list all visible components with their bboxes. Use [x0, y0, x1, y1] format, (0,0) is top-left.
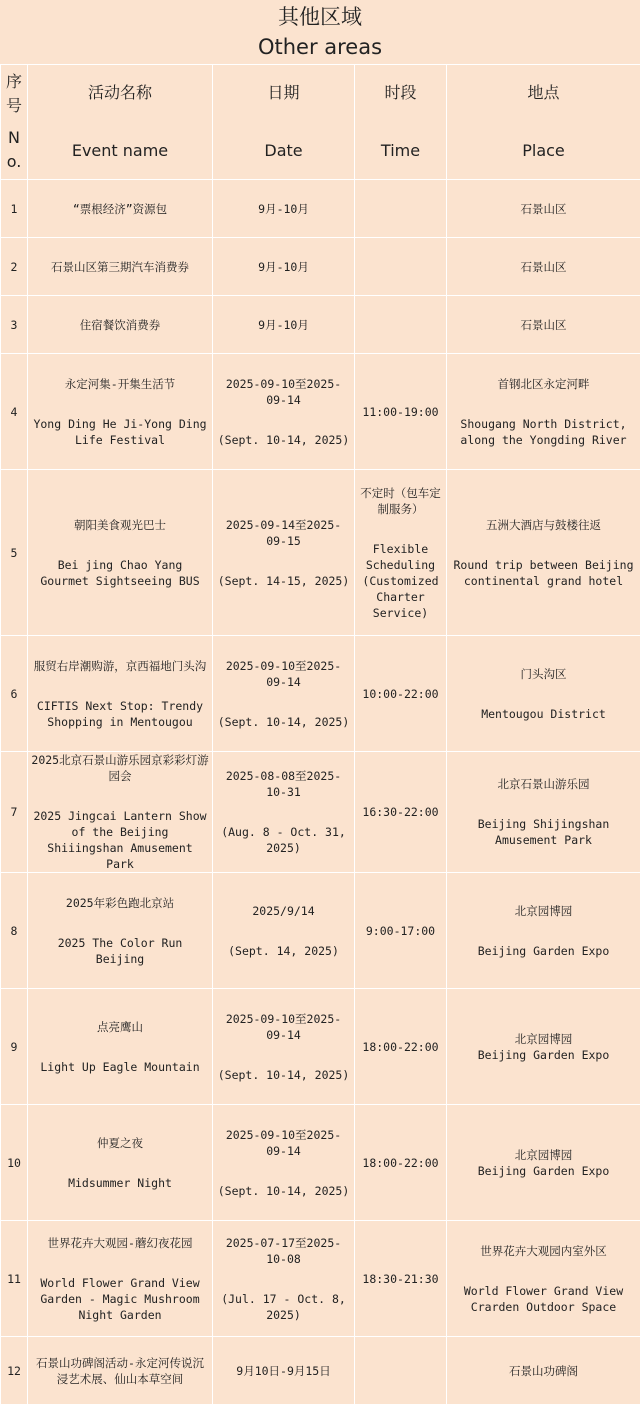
event-name-zh: 朝阳美食观光巴士: [31, 517, 209, 533]
cell-place: [447, 296, 640, 354]
place-en: Mentougou District: [450, 706, 637, 722]
cell-place: [447, 873, 640, 989]
header-date-zh: 日期: [213, 82, 354, 104]
cell-time: [355, 989, 447, 1105]
event-name-en: Light Up Eagle Mountain: [31, 1059, 209, 1075]
cell-place: [447, 470, 640, 636]
event-name-en: 2025 Jingcai Lantern Show of the Beijing Shiiingshan Amusement Park: [31, 808, 209, 872]
cell-place: [447, 1337, 640, 1405]
date-zh: 2025-08-08至2025-10-31: [216, 768, 351, 800]
header-no: [1, 65, 28, 180]
cell-event: [28, 296, 213, 354]
cell-event: [28, 1221, 213, 1337]
date-zh: 9月-10月: [216, 259, 351, 275]
time-value: 16:30-22:00: [358, 804, 443, 820]
time-value: 10:00-22:00: [358, 686, 443, 702]
cell-time: [355, 354, 447, 470]
cell-no: [1, 1337, 28, 1405]
row-number: 1: [4, 201, 24, 217]
date-en: (Sept. 14, 2025): [216, 943, 351, 959]
event-name-zh: 2025年彩色跑北京站: [31, 895, 209, 911]
cell-time: [355, 238, 447, 296]
cell-time: [355, 180, 447, 238]
place-zh: 门头沟区: [450, 666, 637, 682]
event-name-zh: 石景山功碑阁活动-永定河传说沉浸艺术展、仙山本草空间: [31, 1355, 209, 1387]
row-number: 4: [4, 404, 24, 420]
date-zh: 2025/9/14: [216, 903, 351, 919]
cell-event: [28, 238, 213, 296]
cell-time: [355, 873, 447, 989]
row-number: 3: [4, 317, 24, 333]
row-number: 5: [4, 545, 24, 561]
date-en: (Sept. 10-14, 2025): [216, 1183, 351, 1199]
cell-date: [213, 989, 355, 1105]
event-name-zh: 永定河集-开集生活节: [31, 376, 209, 392]
place-en: Round trip between Beijing continental grand hotel: [450, 557, 637, 589]
date-en: (Sept. 10-14, 2025): [216, 1067, 351, 1083]
cell-time: [355, 1105, 447, 1221]
cell-event: [28, 989, 213, 1105]
cell-place: [447, 1105, 640, 1221]
table-row: [1, 1105, 640, 1221]
cell-event: [28, 636, 213, 752]
event-name-zh: 世界花卉大观园-蘑幻夜花园: [31, 1235, 209, 1251]
cell-no: [1, 636, 28, 752]
event-name-en: 2025 The Color Run Beijing: [31, 935, 209, 967]
event-name-zh: 服贸右岸潮购游，京西福地门头沟: [31, 658, 209, 674]
place-en: Beijing Garden Expo: [450, 943, 637, 959]
event-name-zh: 2025北京石景山游乐园京彩彩灯游园会: [31, 752, 209, 784]
header-no-zh2: 号: [1, 94, 27, 118]
cell-date: [213, 1337, 355, 1405]
table-row: [1, 873, 640, 989]
date-en: (Sept. 10-14, 2025): [216, 432, 351, 448]
date-zh: 2025-09-14至2025-09-15: [216, 517, 351, 549]
place-zh: 首钢北区永定河畔: [450, 376, 637, 392]
header-no-zh1: 序: [1, 70, 27, 94]
header-place-en: Place: [447, 140, 640, 162]
event-name-en: Yong Ding He Ji-Yong Ding Life Festival: [31, 416, 209, 448]
row-number: 8: [4, 923, 24, 939]
header-no-en1: N: [1, 126, 27, 150]
cell-date: [213, 238, 355, 296]
cell-date: [213, 636, 355, 752]
event-name-zh: 仲夏之夜: [31, 1135, 209, 1151]
table-row: [1, 752, 640, 873]
event-name-en: CIFTIS Next Stop: Trendy Shopping in Mentougou: [31, 698, 209, 730]
cell-event: [28, 873, 213, 989]
event-name-zh: 点亮鹰山: [31, 1019, 209, 1035]
time-value: 18:30-21:30: [358, 1271, 443, 1287]
header-time: [355, 65, 447, 180]
date-zh: 2025-09-10至2025-09-14: [216, 376, 351, 408]
cell-time: [355, 752, 447, 873]
cell-date: [213, 180, 355, 238]
place-en: World Flower Grand View Crarden Outdoor Space: [450, 1283, 637, 1315]
row-number: 7: [4, 804, 24, 820]
place-zh: 北京石景山游乐园: [450, 776, 637, 792]
cell-event: [28, 1337, 213, 1405]
time-value: 18:00-22:00: [358, 1039, 443, 1055]
table-header-row: [1, 65, 640, 180]
time-en: Flexible Scheduling (Customized Charter Service): [358, 541, 443, 621]
cell-date: [213, 752, 355, 873]
table-row: [1, 1221, 640, 1337]
place-zh: 北京园博园: [450, 1147, 637, 1163]
cell-date: [213, 296, 355, 354]
cell-no: [1, 470, 28, 636]
place-en: Beijing Garden Expo: [450, 1047, 637, 1063]
date-zh: 9月10日-9月15日: [216, 1363, 351, 1379]
cell-event: [28, 1105, 213, 1221]
row-number: 10: [4, 1155, 24, 1171]
header-no-en2: o.: [1, 150, 27, 174]
date-zh: 2025-09-10至2025-09-14: [216, 658, 351, 690]
place-en: Beijing Shijingshan Amusement Park: [450, 816, 637, 848]
cell-no: [1, 752, 28, 873]
cell-event: [28, 354, 213, 470]
place-zh: 五洲大酒店与鼓楼往返: [450, 517, 637, 533]
table-row: [1, 180, 640, 238]
time-value: 9:00-17:00: [358, 923, 443, 939]
event-name-en: Bei jing Chao Yang Gourmet Sightseeing BUS: [31, 557, 209, 589]
table-row: [1, 296, 640, 354]
header-time-en: Time: [355, 140, 446, 162]
cell-no: [1, 180, 28, 238]
date-en: (Jul. 17 - Oct. 8, 2025): [216, 1291, 351, 1323]
place-zh: 石景山区: [450, 201, 637, 217]
table-row: [1, 354, 640, 470]
cell-no: [1, 354, 28, 470]
date-zh: 2025-09-10至2025-09-14: [216, 1127, 351, 1159]
cell-event: [28, 470, 213, 636]
event-name-en: Midsummer Night: [31, 1175, 209, 1191]
event-name-zh: “票根经济”资源包: [31, 201, 209, 217]
date-en: (Sept. 14-15, 2025): [216, 573, 351, 589]
cell-time: [355, 296, 447, 354]
header-event-zh: 活动名称: [28, 82, 212, 104]
event-name-zh: 石景山区第三期汽车消费券: [31, 259, 209, 275]
table-body: [1, 180, 640, 1405]
header-place: [447, 65, 640, 180]
cell-event: [28, 752, 213, 873]
header-date: [213, 65, 355, 180]
events-table: [0, 64, 640, 1405]
table-row: [1, 989, 640, 1105]
cell-no: [1, 238, 28, 296]
place-en: Beijing Garden Expo: [450, 1163, 637, 1179]
cell-time: [355, 1221, 447, 1337]
cell-place: [447, 989, 640, 1105]
page-title: [0, 0, 640, 65]
cell-event: [28, 180, 213, 238]
cell-no: [1, 989, 28, 1105]
date-en: (Aug. 8 - Oct. 31, 2025): [216, 824, 351, 856]
table-row: [1, 470, 640, 636]
header-time-zh: 时段: [355, 82, 446, 104]
date-zh: 9月-10月: [216, 317, 351, 333]
row-number: 9: [4, 1039, 24, 1055]
cell-date: [213, 1221, 355, 1337]
title-en: Other areas: [0, 32, 640, 62]
cell-time: [355, 1337, 447, 1405]
table-row: [1, 1337, 640, 1405]
row-number: 6: [4, 686, 24, 702]
time-value: 18:00-22:00: [358, 1155, 443, 1171]
cell-time: [355, 636, 447, 752]
time-value: 11:00-19:00: [358, 404, 443, 420]
header-place-zh: 地点: [447, 82, 640, 104]
row-number: 11: [4, 1271, 24, 1287]
date-zh: 2025-09-10至2025-09-14: [216, 1011, 351, 1043]
cell-date: [213, 354, 355, 470]
cell-no: [1, 1105, 28, 1221]
event-name-en: World Flower Grand View Garden - Magic Mushroom Night Garden: [31, 1275, 209, 1323]
place-zh: 北京园博园: [450, 903, 637, 919]
cell-time: [355, 470, 447, 636]
cell-place: [447, 238, 640, 296]
date-en: (Sept. 10-14, 2025): [216, 714, 351, 730]
place-en: Shougang North District, along the Yongding River: [450, 416, 637, 448]
place-zh: 石景山功碑阁: [450, 1363, 637, 1379]
date-zh: 9月-10月: [216, 201, 351, 217]
cell-place: [447, 636, 640, 752]
cell-no: [1, 296, 28, 354]
cell-no: [1, 1221, 28, 1337]
cell-date: [213, 470, 355, 636]
event-name-zh: 住宿餐饮消费券: [31, 317, 209, 333]
title-zh: 其他区域: [0, 0, 640, 32]
place-zh: 石景山区: [450, 317, 637, 333]
table-row: [1, 636, 640, 752]
table-row: [1, 238, 640, 296]
cell-no: [1, 873, 28, 989]
cell-place: [447, 1221, 640, 1337]
cell-place: [447, 752, 640, 873]
date-zh: 2025-07-17至2025-10-08: [216, 1235, 351, 1267]
header-event: [28, 65, 213, 180]
row-number: 12: [4, 1363, 24, 1379]
place-zh: 石景山区: [450, 259, 637, 275]
header-event-en: Event name: [28, 140, 212, 162]
place-zh: 世界花卉大观园内室外区: [450, 1243, 637, 1259]
cell-place: [447, 354, 640, 470]
row-number: 2: [4, 259, 24, 275]
cell-date: [213, 1105, 355, 1221]
cell-place: [447, 180, 640, 238]
place-zh: 北京园博园: [450, 1031, 637, 1047]
time-zh: 不定时（包车定制服务）: [358, 485, 443, 517]
cell-date: [213, 873, 355, 989]
header-date-en: Date: [213, 140, 354, 162]
